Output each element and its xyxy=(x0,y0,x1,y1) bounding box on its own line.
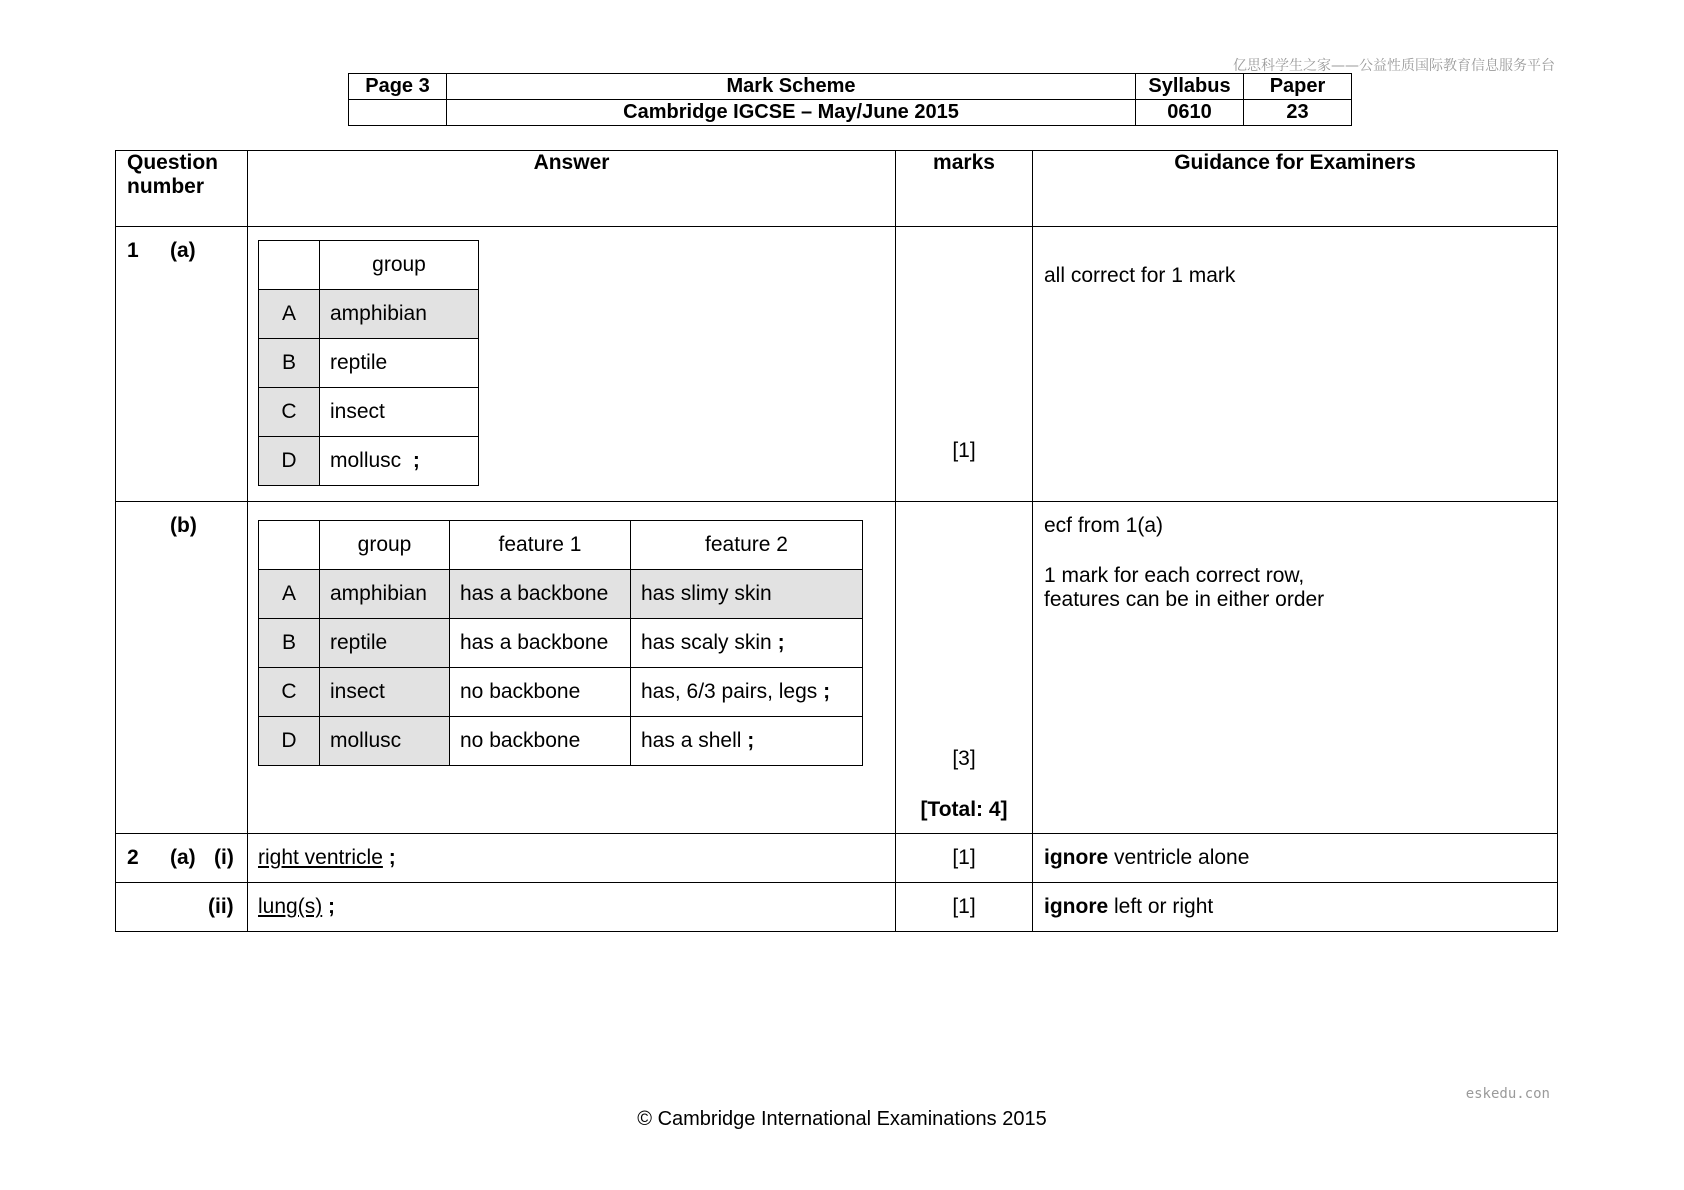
question-number-1b: (b) xyxy=(116,502,248,834)
question-number-1a: 1 (a) xyxy=(116,227,248,502)
group-header-1a: group xyxy=(320,241,479,290)
document-subtitle: Cambridge IGCSE – May/June 2015 xyxy=(447,100,1136,126)
question-number-2ai: 2 (a) (i) xyxy=(116,834,248,883)
question-number-2aii: (ii) xyxy=(116,883,248,932)
marks-1b: [3] [Total: 4] xyxy=(896,502,1033,834)
guidance-2aii: ignore left or right xyxy=(1033,883,1558,932)
question-row-2aii xyxy=(116,883,1558,932)
guidance-header: Guidance for Examiners xyxy=(1033,151,1558,227)
page-label: Page 3 xyxy=(349,74,447,100)
marks-1a: [1] xyxy=(896,227,1033,502)
total-marks: [Total: 4] xyxy=(920,798,1008,821)
features-table-1b: group feature 1 feature 2 A amphibian has a backbone has slimy skin B reptile has a backbone has scaly skin ; C insect no backbone has, 6/3 pairs, legs ; D mollusc no backbone has a shell ; xyxy=(258,520,863,766)
answer-2aii: lung(s) ; xyxy=(248,883,896,932)
document-title: Mark Scheme xyxy=(447,74,1136,100)
guidance-1a: all correct for 1 mark xyxy=(1033,227,1558,502)
marks-header: marks xyxy=(896,151,1033,227)
answer-header: Answer xyxy=(248,151,896,227)
copyright-footer: © Cambridge International Examinations 2015 xyxy=(637,1108,1047,1130)
answer-1a xyxy=(248,227,896,502)
column-header-row xyxy=(116,151,1558,227)
guidance-1b: ecf from 1(a) 1 mark for each correct row, features can be in either order xyxy=(1033,502,1558,834)
paper-label: Paper xyxy=(1244,74,1352,100)
answer-1b xyxy=(248,502,896,834)
page-blank xyxy=(349,100,447,126)
marks-2aii: [1] xyxy=(896,883,1033,932)
paper-value: 23 xyxy=(1244,100,1352,126)
marks-2ai: [1] xyxy=(896,834,1033,883)
answer-2ai: right ventricle ; xyxy=(248,834,896,883)
syllabus-value: 0610 xyxy=(1136,100,1244,126)
syllabus-label: Syllabus xyxy=(1136,74,1244,100)
question-number-header: Question number xyxy=(116,151,248,227)
question-row-1a xyxy=(116,227,1558,502)
group-table-1a: group A amphibian B reptile C insect D mollusc ; xyxy=(258,240,479,486)
watermark-top: 亿思科学生之家——公益性质国际教育信息服务平台 xyxy=(1233,58,1555,74)
question-row-2ai xyxy=(116,834,1558,883)
mark-scheme-table xyxy=(115,150,1558,932)
question-row-1b xyxy=(116,502,1558,834)
watermark-bottom: eskedu.con xyxy=(1465,1086,1550,1102)
header-table xyxy=(348,73,1352,126)
guidance-2ai: ignore ventricle alone xyxy=(1033,834,1558,883)
